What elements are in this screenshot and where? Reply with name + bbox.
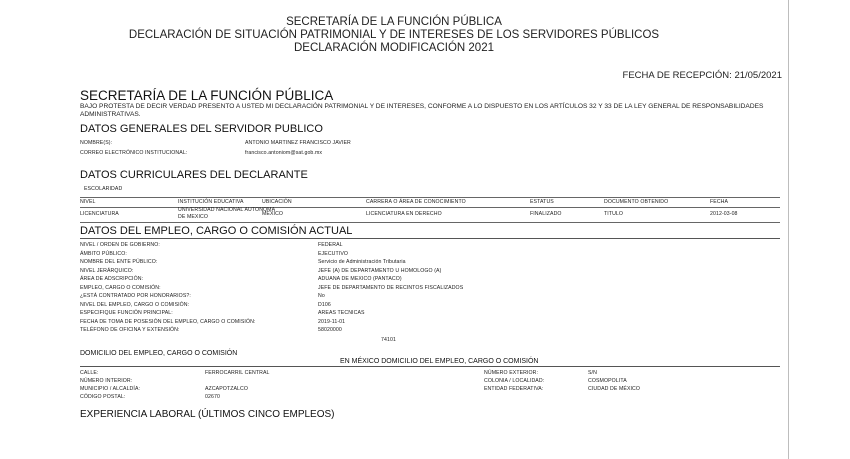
col-carrera: CARRERA O ÁREA DE CONOCIMIENTO — [366, 199, 466, 205]
employment-value: JEFE (A) DE DEPARTAMENTO U HOMOLOGO (A) — [318, 267, 442, 274]
col-estatus: ESTATUS — [530, 199, 554, 205]
domicile-divider — [80, 366, 780, 367]
col-institucion: INSTITUCIÓN EDUCATIVA — [178, 199, 244, 205]
employment-value: JEFE DE DEPARTAMENTO DE RECINTOS FISCALIZADOS — [318, 284, 464, 291]
experience-section-title: EXPERIENCIA LABORAL (ÚLTIMOS CINCO EMPLEOS) — [80, 409, 335, 420]
employment-label: FECHA DE TOMA DE POSESIÓN DEL EMPLEO, CARGO O COMISIÓN: — [80, 318, 256, 325]
reception-date: FECHA DE RECEPCIÓN: 21/05/2021 — [622, 70, 782, 81]
entidad-label: ENTIDAD FEDERATIVA: — [484, 386, 544, 392]
name-value: ANTONIO MARTINEZ FRANCISCO JAVIER — [245, 140, 351, 146]
employment-label: NOMBRE DEL ENTE PÚBLICO: — [80, 259, 158, 265]
protest-statement: BAJO PROTESTA DE DECIR VERDAD PRESENTO A USTED MI DECLARACIÓN PATRIMONIAL Y DE INTERESES, CONFORME A LO DISPUESTO EN LOS ARTÍCULOS 32 Y 33 DE LA LEY GENERAL DE RESPONSABILIDADES ADMINISTRATIVAS. — [80, 103, 764, 118]
org-title: SECRETARÍA DE LA FUNCIÓN PÚBLICA — [80, 88, 334, 103]
education-subtitle: ESCOLARIDAD — [84, 186, 123, 192]
employment-value: D106 — [318, 301, 331, 308]
employment-label: ESPECIFIQUE FUNCIÓN PRINCIPAL: — [80, 310, 173, 316]
employment-label: ¿ESTÁ CONTRATADO POR HONORARIOS?: — [80, 293, 191, 299]
cp-value: 02670 — [205, 394, 220, 400]
domicile-center-title: EN MÉXICO DOMICILIO DEL EMPLEO, CARGO O COMISIÓN — [340, 358, 539, 365]
colonia-label: COLONIA / LOCALIDAD: — [484, 378, 545, 384]
edu-carrera: LICENCIATURA EN DERECHO — [366, 211, 442, 217]
header-line-3: DECLARACIÓN MODIFICACIÓN 2021 — [293, 42, 494, 54]
employment-value: EJECUTIVO — [318, 250, 349, 257]
employment-label: TELÉFONO DE OFICINA Y EXTENSIÓN: — [80, 327, 180, 333]
entidad-value: CIUDAD DE MÉXICO — [588, 386, 641, 392]
edu-nivel: LICENCIATURA — [80, 211, 119, 217]
col-documento: DOCUMENTO OBTENIDO — [604, 199, 669, 205]
edu-estatus: FINALIZADO — [530, 211, 562, 217]
employment-label: NIVEL DEL EMPLEO, CARGO O COMISIÓN: — [80, 301, 190, 308]
name-label: NOMBRE(S): — [80, 140, 113, 146]
header-line-2: DECLARACIÓN DE SITUACIÓN PATRIMONIAL Y DE INTERESES DE LOS SERVIDORES PÚBLICOS — [128, 29, 660, 41]
domicile-section-title: DOMICILIO DEL EMPLEO, CARGO O COMISIÓN — [80, 350, 238, 357]
employment-divider — [80, 238, 780, 239]
employment-value: Servicio de Administración Tributaria — [318, 259, 406, 265]
calle-value: FERROCARRIL CENTRAL — [205, 370, 270, 376]
edu-ubicacion: MEXICO — [262, 211, 284, 217]
num-ext-label: NÚMERO EXTERIOR: — [484, 370, 539, 376]
header-line-1: SECRETARÍA DE LA FUNCIÓN PÚBLICA — [286, 16, 502, 28]
employment-label: NIVEL JERÁRQUICO: — [80, 267, 134, 274]
employment-label: ÁMBITO PÚBLICO: — [80, 250, 127, 257]
edu-documento: TITULO — [604, 211, 624, 217]
employment-value: 58020000 — [318, 327, 342, 333]
employment-value: AREAS TECNICAS — [318, 310, 365, 316]
email-value: francisco.antoniom@sat.gob.mx — [245, 150, 323, 156]
general-section-title: DATOS GENERALES DEL SERVIDOR PUBLICO — [80, 123, 323, 135]
col-ubicacion: UBICACIÓN — [262, 199, 292, 205]
col-nivel: NIVEL — [80, 199, 96, 205]
employment-label: ÁREA DE ADSCRIPCIÓN: — [80, 276, 144, 282]
edu-institucion-2: DE MEXICO — [178, 214, 209, 220]
employment-section-title: DATOS DEL EMPLEO, CARGO O COMISIÓN ACTUAL — [80, 225, 353, 237]
employment-label: NIVEL / ORDEN DE GOBIERNO: — [80, 242, 160, 248]
curricular-section-title: DATOS CURRICULARES DEL DECLARANTE — [80, 169, 308, 181]
employment-value: No — [318, 293, 325, 299]
colonia-value: COSMOPOLITA — [588, 378, 627, 384]
municipio-label: MUNICIPIO / ALCALDÍA: — [80, 386, 141, 392]
page-border-line — [788, 0, 789, 459]
employment-value: 2019-11-01 — [318, 318, 346, 325]
col-fecha: FECHA — [710, 199, 729, 205]
calle-label: CALLE: — [80, 370, 99, 376]
employment-value: ADUANA DE MEXICO (PANTACO) — [318, 276, 402, 282]
edu-fecha: 2012-03-08 — [710, 211, 738, 217]
phone-extension: 74101 — [381, 337, 396, 343]
num-int-label: NÚMERO INTERIOR: — [80, 378, 133, 384]
email-label: CORREO ELECTRÓNICO INSTITUCIONAL: — [80, 150, 188, 156]
num-ext-value: S/N — [588, 370, 597, 376]
employment-label: EMPLEO, CARGO O COMISIÓN: — [80, 284, 161, 291]
cp-label: CÓDIGO POSTAL: — [80, 394, 126, 400]
employment-value: FEDERAL — [318, 242, 343, 248]
edu-institucion-1: UNIVERSIDAD NACIONAL AUTONOMA — [178, 207, 276, 213]
municipio-value: AZCAPOTZALCO — [205, 386, 248, 392]
